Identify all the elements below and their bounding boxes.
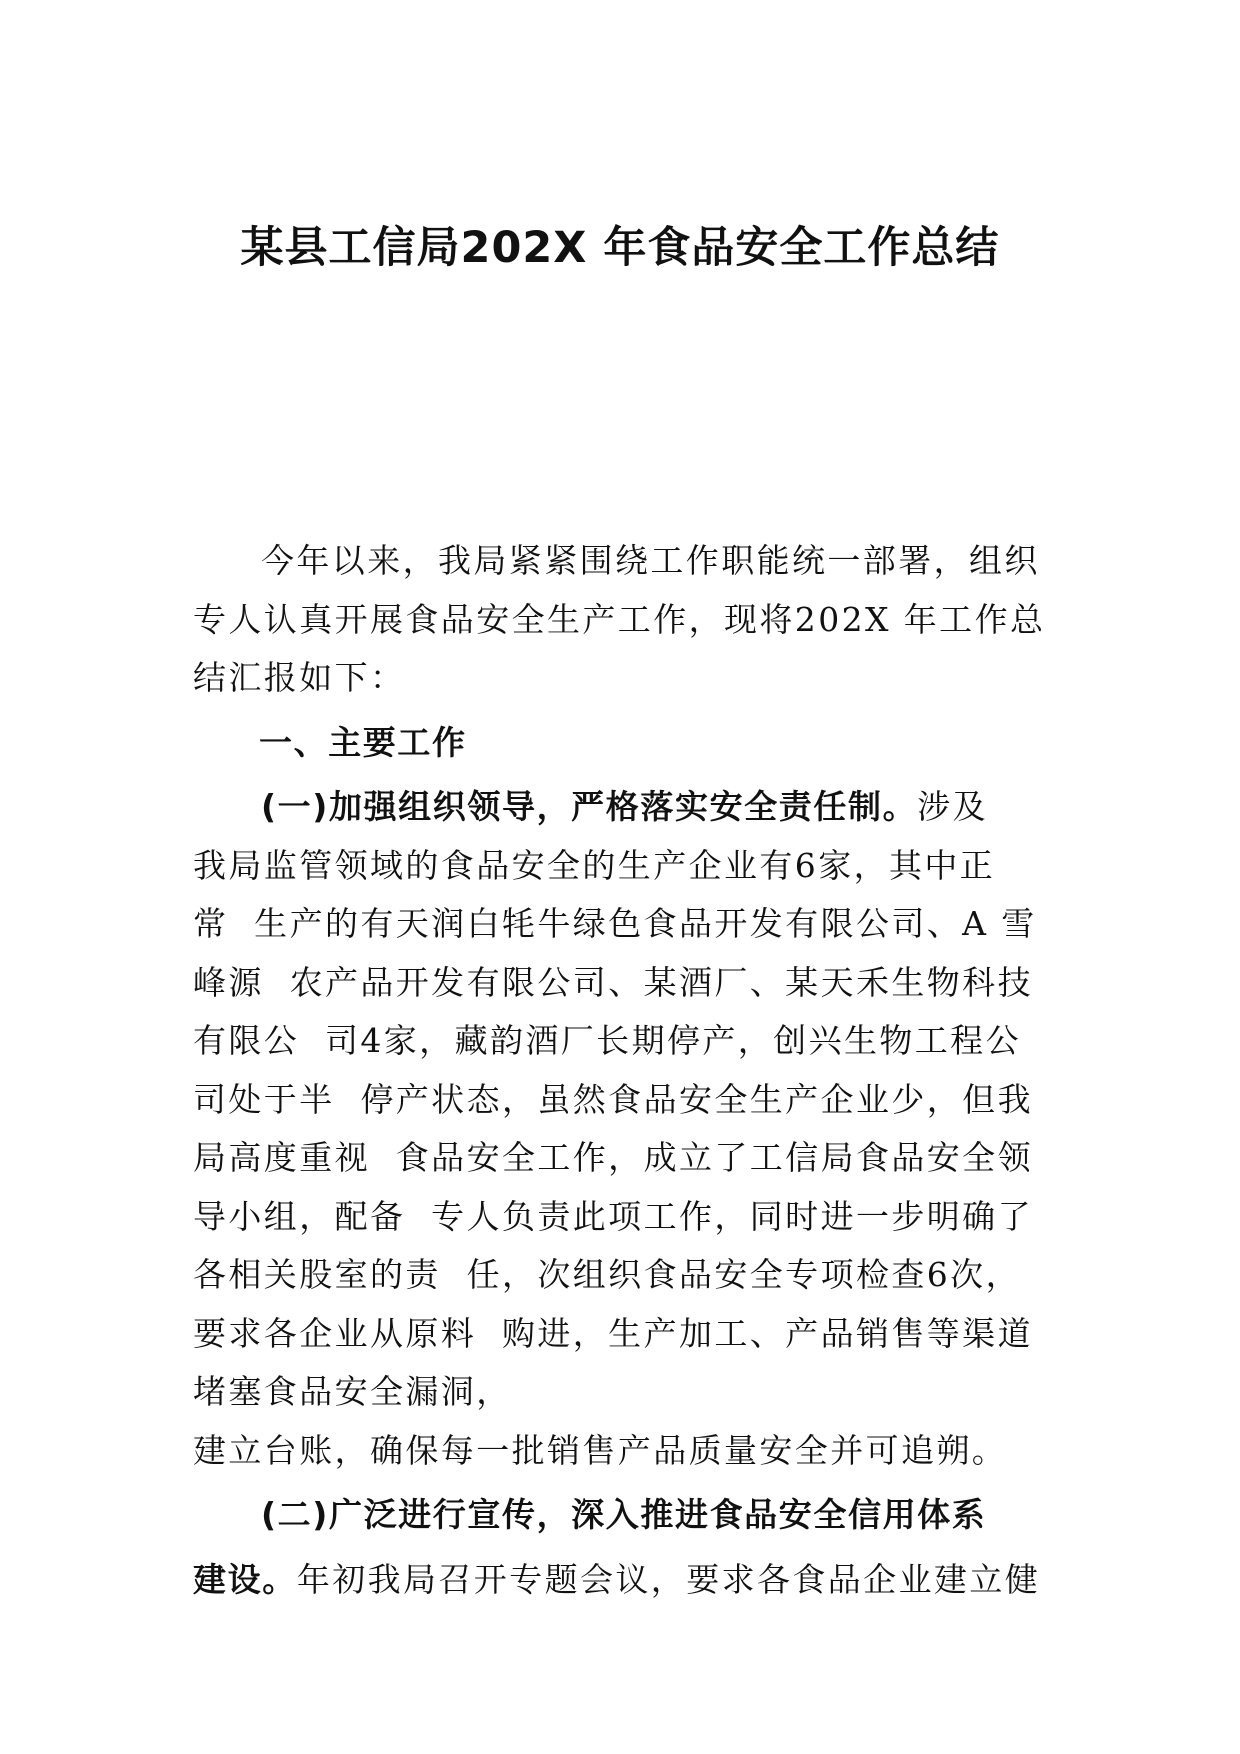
item2-first-tail: 年初我局召开专题会议，要求各食品企业建立健 [296, 1559, 1041, 1599]
item1-first-line [193, 778, 1038, 837]
intro-line: 专人认真开展食品安全生产工作，现将202X 年工作总 [193, 599, 1046, 639]
item2-second-line [193, 1551, 1041, 1610]
item1-first-tail: 涉及 [917, 787, 988, 826]
item1-line: 司处于半 停产状态，虽然食品安全生产企业少，但我 [193, 1079, 1033, 1119]
item1-line: 峰源 农产品开发有限公司、某酒厂、某天禾生物科技 [193, 962, 1033, 1002]
item1-line: 堵塞食品安全漏洞， [193, 1372, 512, 1411]
intro-line: 结汇报如下： [193, 658, 406, 697]
document-title: 某县工信局202X 年食品安全工作总结 [240, 223, 1000, 273]
item1-line: 各相关股室的责 任，次组织食品安全专项检查6次， [193, 1255, 1021, 1294]
item1-title: (一)加强组织领导，严格落实安全责任制。 [261, 787, 918, 826]
item1-line: 局高度重视 食品安全工作，成立了工信局食品安全领 [193, 1138, 1033, 1177]
item1-line: 我局监管领域的食品安全的生产企业有6家，其中正 [193, 845, 996, 885]
item1-line: 有限公 司4家，藏韵酒厂长期停产，创兴生物工程公 [193, 1021, 1021, 1060]
item1-line: 导小组，配备 专人负责此项工作，同时进一步明确了 [193, 1196, 1033, 1236]
intro-line: 今年以来，我局紧紧围绕工作职能统一部署，组织 [261, 541, 1040, 580]
item1-line: 常 生产的有天润白牦牛绿色食品开发有限公司、A 雪 [193, 904, 1037, 943]
item2-title-line: (二)广泛进行宣传，深入推进食品安全信用体系 [261, 1495, 987, 1534]
section-heading: 一、主要工作 [259, 722, 467, 762]
document-body [193, 532, 1046, 1609]
item2-title-end: 建设。 [193, 1559, 297, 1599]
item1-line: 建立台账，确保每一批销售产品质量安全并可追朔。 [193, 1430, 1008, 1470]
item1-line: 要求各企业从原料 购进，生产加工、产品销售等渠道 [193, 1313, 1033, 1353]
